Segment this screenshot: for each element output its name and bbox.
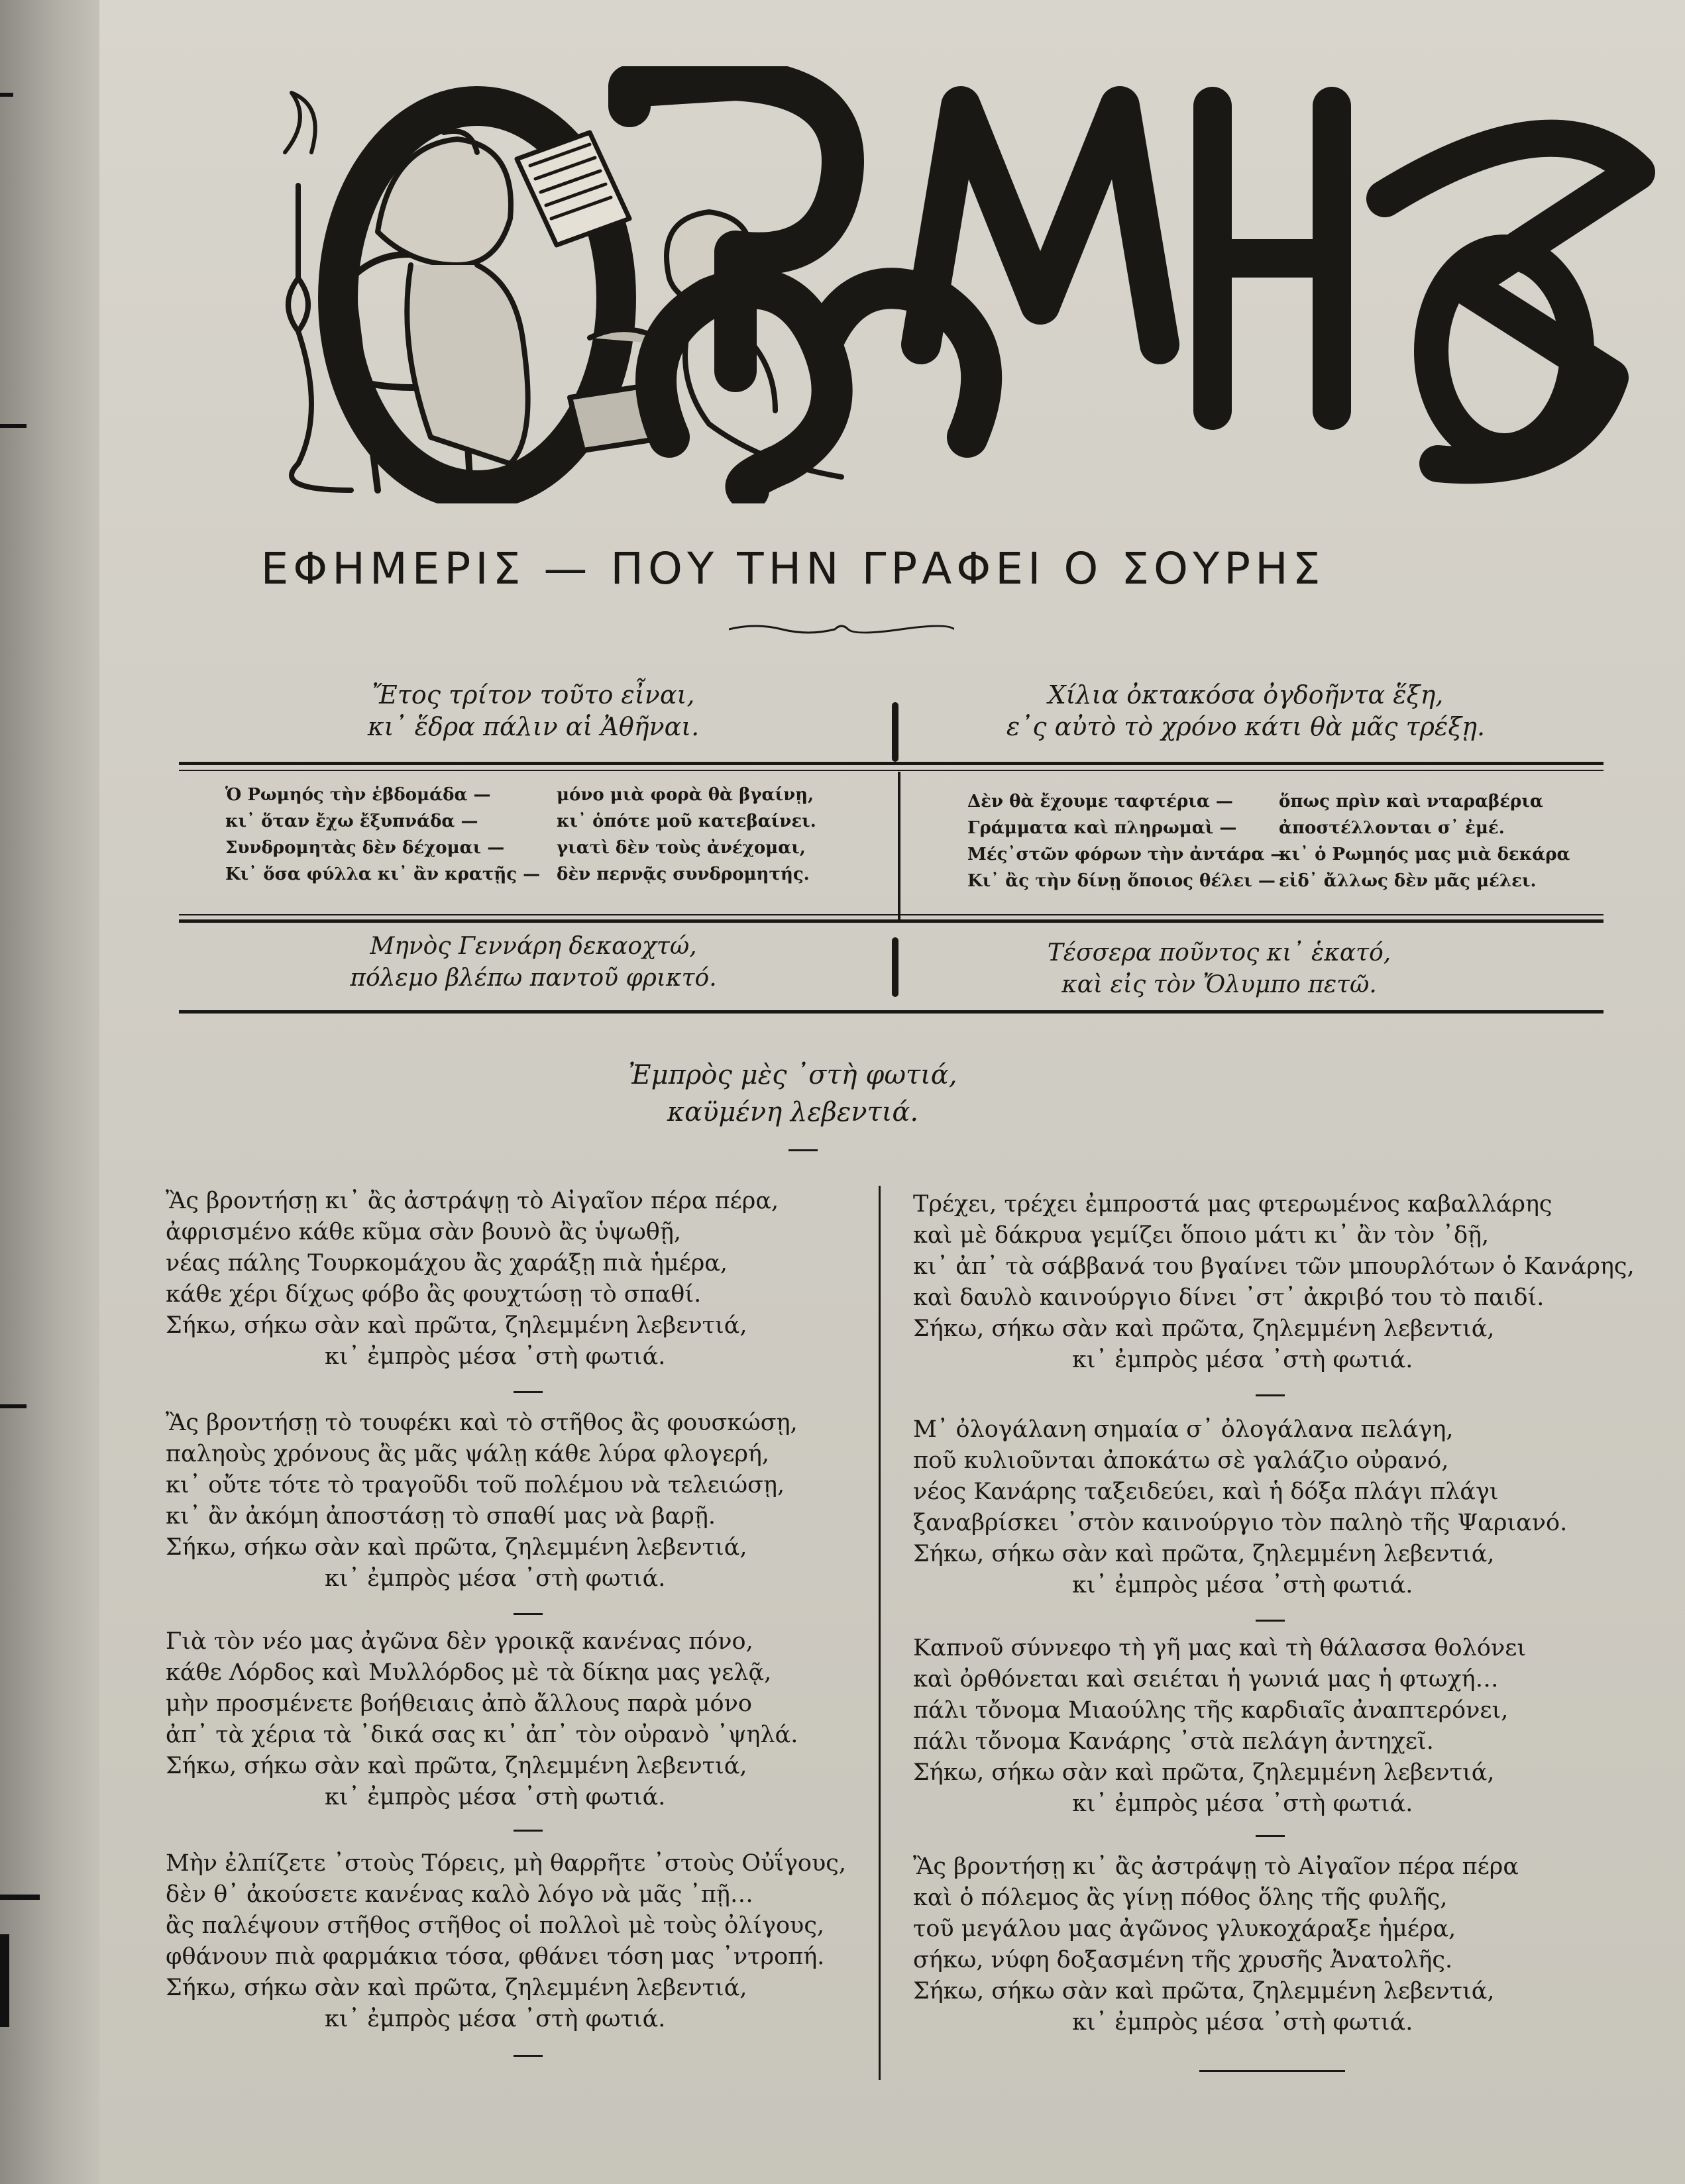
verse-line: κάθε Λόρδος καὶ Μυλλόρδος μὲ τὰ δίκηα μας γελᾷ, (166, 1659, 772, 1686)
verse-line: ποῦ κυλιοῦνται ἀποκάτω σὲ γαλάζιο οὐρανό, (913, 1447, 1449, 1474)
separator-dash (788, 1149, 818, 1151)
couplet-line: πόλεμο βλέπω παντοῦ φρικτό. (350, 964, 717, 992)
masthead-subtitle: ΕΦΗΜΕΡΙΣ — ΠΟΥ ΤΗΝ ΓΡΑΦΕΙ Ο ΣΟΥΡΗΣ (260, 543, 1325, 594)
poem-epigraph (0, 1057, 1586, 1131)
couplet-month (285, 931, 782, 994)
verse-line: Σήκω, σήκω σὰν καὶ πρῶτα, ζηλεμμένη λεβεντιά, (166, 1753, 747, 1779)
verse-line: πάλι τὄνομα Μιαούλης τῆς καρδιαῖς ἀναπτερόνει, (913, 1697, 1509, 1724)
poem-stanza (913, 1189, 1635, 1376)
newspaper-page: ΕΦΗΜΕΡΙΣ — ΠΟΥ ΤΗΝ ΓΡΑΦΕΙ Ο ΣΟΥΡΗΣ Ἔτος τρίτον τοῦτο εἶναι, κι᾿ ἕδρα πάλιν αἱ Ἀθῆναι. Χίλια ὀκτακόσα ὀγδοῆντα ἕξη, ε᾿ς αὐτὸ τὸ χρόνο κάτι θὰ μᾶς τρέξῃ. Ὁ Ρωμηός τὴν ἑβδομάδα — μόνο μιὰ φορὰ θὰ βγαίνῃ, κι᾿ ὅταν ἔχω ἔξυπνάδα — κι᾿ ὁπότε μοῦ κατεβαίνει. Συνδρομητὰς δὲν δέχομαι — γιατὶ δὲν τοὺς ἀνέχομαι, Κι᾿ ὅσα φύλλα κι᾿ ἂν κρατῇς — δὲν περνᾷς συνδρομητής. Δὲν θὰ ἔχουμε ταφτέρια — ὅπως πρὶν καὶ νταραβέρια Γράμματα καὶ πληρωμαὶ — ἀποστέλλονται σ᾿ ἐμέ. Μές᾿στῶν φόρων τὴν ἀντάρα — κι᾿ ὁ Ρωμηός μας μιὰ δεκάρα Κι᾿ ἂς τὴν δίνῃ ὅποιος θέλει — εἰδ᾿ ἄλλως δὲν μᾶς μέλει. Μηνὸς Γεννάρη δεκαοχτώ, πόλεμο βλέπω παντοῦ φρικτό. Τέσσερα ποῦντος κι᾿ ἑκατό, καὶ εἰς τὸν Ὄλυμπο πετῶ. Ἐμπρὸς μὲς ᾿στὴ φωτιά, καϋμένη λεβεντιά. Ἂς βροντήσῃ κι᾿ ἂς ἀστράψῃ τὸ Αἰγαῖον πέρα πέρα, ἀφρισμένο κάθε κῦμα σὰν βουνὸ ἂς ὑψωθῇ, νέας πάλης Τουρκομάχου ἂς χαράξῃ πιὰ ἡμέρα, κάθε χέρι δίχως φόβο ἂς φουχτώσῃ τὸ σπαθί. Σήκω, σήκω σὰν καὶ πρῶτα, ζηλεμμένη λεβεντιά, κι᾿ ἐμπρὸς μέσα ᾿στὴ φωτιά. Ἂς βροντήσῃ τὸ τουφέκι καὶ τὸ στῆθος ἂς φουσκώσῃ, παληοὺς χρόνους ἂς μᾶς ψάλῃ κάθε λύρα φλογερή, κι᾿ οὔτε τότε τὸ τραγοῦδι τοῦ πολέμου νὰ τελειώσῃ, κι᾿ ἂν ἀκόμη ἀποστάσῃ τὸ σπαθί μας νὰ βαρῇ. Σήκω, σήκω σὰν καὶ πρῶτα, ζηλεμμένη λεβεντιά, κι᾿ ἐμπρὸς μέσα ᾿στὴ φωτιά. Γιὰ τὸν νέο μας ἀγῶνα δὲν γροικᾷ κανένας πόνο, κάθε Λόρδος καὶ Μυλλόρδος μὲ τὰ δίκηα μας γελᾷ, μὴν προσμένετε βοήθειαις ἀπὸ ἄλλους παρὰ μόνο ἀπ᾿ τὰ χέρια τὰ ᾿δικά σας κι᾿ ἀπ᾿ τὸν οὐρανὸ ᾿ψηλά. Σήκω, σήκω σὰν καὶ πρῶτα, ζηλεμμένη λεβεντιά, κι᾿ ἐμπρὸς μέσα ᾿στὴ φωτιά. Μὴν ἐλπίζετε ᾿στοὺς Τόρεις, μὴ θαρρῆτε ᾿στοὺς Οὐΐγους, δὲν θ᾿ ἀκούσετε κανένας καλὸ λόγο νὰ μᾶς ᾿πῇ… ἂς παλέψουν στῆθος στῆθος οἱ πολλοὶ μὲ τοὺς ὀλίγους, φθάνουν πιὰ φαρμάκια τόσα, φθάνει τόση μας ᾿ντροπή. Σήκω, σήκω σὰν καὶ πρῶτα, ζηλεμμένη λεβεντιά, κι᾿ ἐμπρὸς μέσα ᾿στὴ φωτιά. Τρέχει, τρέχει ἐμπροστά μας φτερωμένος καβαλλάρης καὶ μὲ δάκρυα γεμίζει ὅποιο μάτι κι᾿ ἂν τὸν ᾿δῇ, κι᾿ ἀπ᾿ τὰ σάββανά του βγαίνει τῶν μπουρλότων ὁ Κανάρης, καὶ δαυλὸ καινούργιο δίνει ᾿στ᾿ ἀκριβό του τὸ παιδί. Σήκω, σήκω σὰν καὶ πρῶτα, ζηλεμμένη λεβεντιά, κι᾿ ἐμπρὸς μέσα ᾿στὴ φωτιά. Μ᾿ ὀλογάλανη σημαία σ᾿ ὀλογάλανα πελάγη, ποῦ κυλιοῦνται ἀποκάτω σὲ γαλάζιο οὐρανό, νέος Κανάρης ταξειδεύει, καὶ ἡ δόξα πλάγι πλάγι ξαναβρίσκει ᾿στὸν καινούργιο τὸν παληὸ τῆς Ψαριανό. Σήκω, σήκω σὰν καὶ πρῶτα, ζηλεμμένη λεβεντιά, κι᾿ ἐμπρὸς μέσα ᾿στὴ φωτιά. Καπνοῦ σύννεφο τὴ γῆ μας καὶ τὴ θάλασσα θολόνει καὶ ὀρθόνεται καὶ σειέται ἡ γωνιά μας ἡ φτωχή… πάλι τὄνομα Μιαούλης τῆς καρδιαῖς ἀναπτερόνει, πάλι τὄνομα Κανάρης ᾿στὰ πελάγη ἀντηχεῖ. Σήκω, σήκω σὰν καὶ πρῶτα, ζηλεμμένη λεβεντιά, κι᾿ ἐμπρὸς μέσα ᾿στὴ φωτιά. Ἂς βροντήσῃ κι᾿ ἂς ἀστράψῃ τὸ Αἰγαῖον πέρα πέρα καὶ ὁ πόλεμος ἂς γίνῃ πόθος ὅλης τῆς φυλῆς, τοῦ μεγάλου μας ἀγῶνος γλυκοχάραξε ἡμέρα, σήκω, νύφη δοξασμένη τῆς χρυσῆς Ἀνατολῆς. Σήκω, σήκω σὰν καὶ πρῶτα, ζηλεμμένη λεβεντιά, κι᾿ ἐμπρὸς μέσα ᾿στὴ φωτιά. (99, 0, 1685, 2184)
poem-column-divider (879, 1186, 881, 2080)
verse-line: Μὴν ἐλπίζετε ᾿στοὺς Τόρεις, μὴ θαρρῆτε ᾿στοὺς Οὐΐγους, (166, 1850, 846, 1877)
separator-dash (514, 1830, 543, 1832)
separator-dash (514, 1613, 543, 1615)
verse-line: κι᾿ ἂν ἀκόμη ἀποστάσῃ τὸ σπαθί μας νὰ βαρῇ. (166, 1503, 716, 1530)
rule-bottom (179, 919, 1603, 923)
poem-stanza (166, 1186, 855, 1373)
verse-line: φθάνουν πιὰ φαρμάκια τόσα, φθάνει τόση μας ᾿ντροπή. (166, 1944, 825, 1970)
verse-line: ξαναβρίσκει ᾿στὸν καινούργιο τὸν παληὸ τῆς Ψαριανό. (913, 1510, 1568, 1536)
separator-dash (1256, 1620, 1285, 1622)
verse-line: Σήκω, σήκω σὰν καὶ πρῶτα, ζηλεμμένη λεβεντιά, (913, 1759, 1495, 1786)
couplet-line: Ἔτος τρίτον τοῦτο εἶναι, (372, 680, 695, 709)
couplet-line: Χίλια ὀκτακόσα ὀγδοῆντα ἕξη, (1048, 680, 1444, 709)
verse-line: Ἂς βροντήσῃ κι᾿ ἂς ἀστράψῃ τὸ Αἰγαῖον πέρα πέρα (913, 1853, 1519, 1880)
couplet-date (921, 679, 1570, 743)
refrain-line: κι᾿ ἐμπρὸς μέσα ᾿στὴ φωτιά. (325, 1343, 666, 1370)
separator-dash (514, 2055, 543, 2057)
poem-stanza (166, 1626, 855, 1813)
verse-line: δὲν θ᾿ ἀκούσετε κανένας καλὸ λόγο νὰ μᾶς ᾿πῇ… (166, 1881, 753, 1908)
verse-line: Ἂς βροντήσῃ κι᾿ ἂς ἀστράψῃ τὸ Αἰγαῖον πέρα πέρα, (166, 1188, 779, 1214)
verse-line: Τρέχει, τρέχει ἐμπροστά μας φτερωμένος καβαλλάρης (913, 1191, 1552, 1218)
ornamental-flourish (729, 619, 954, 639)
binding-mark (0, 1404, 27, 1408)
masthead-logo (258, 66, 1657, 503)
verse-line: Μ᾿ ὀλογάλανη σημαία σ᾿ ὀλογάλανα πελάγη, (913, 1416, 1454, 1443)
separator-dash (514, 1391, 543, 1393)
poem-stanza (166, 1408, 855, 1594)
verse-line: σήκω, νύφη δοξασμένη τῆς χρυσῆς Ἀνατολῆς. (913, 1947, 1453, 1973)
verse-line: κάθε χέρι δίχως φόβο ἂς φουχτώσῃ τὸ σπαθί. (166, 1281, 702, 1308)
couplet-price (921, 937, 1517, 1001)
verse-line: ἀφρισμένο κάθε κῦμα σὰν βουνὸ ἂς ὑψωθῇ, (166, 1219, 681, 1245)
verse-line: πάλι τὄνομα Κανάρης ᾿στὰ πελάγη ἀντηχεῖ. (913, 1728, 1434, 1755)
binding-mark (0, 1934, 9, 2027)
end-rule (1199, 2070, 1345, 2072)
verse-line: καὶ δαυλὸ καινούργιο δίνει ᾿στ᾿ ἀκριβό του τὸ παιδί. (913, 1284, 1545, 1311)
vignette-ornament (892, 702, 898, 762)
refrain-line: κι᾿ ἐμπρὸς μέσα ᾿στὴ φωτιά. (325, 1784, 666, 1810)
refrain-line: κι᾿ ἐμπρὸς μέσα ᾿στὴ φωτιά. (1072, 1572, 1413, 1598)
refrain-line: κι᾿ ἐμπρὸς μέσα ᾿στὴ φωτιά. (325, 1565, 666, 1592)
poem-stanza (913, 1414, 1615, 1601)
poem-stanza (913, 1633, 1615, 1820)
verse-line: νέος Κανάρης ταξειδεύει, καὶ ἡ δόξα πλάγι πλάγι (913, 1479, 1499, 1505)
verse-line: κι᾿ ἀπ᾿ τὰ σάββανά του βγαίνει τῶν μπουρλότων ὁ Κανάρης, (913, 1253, 1635, 1280)
rule-divider (179, 1010, 1603, 1014)
refrain-line: κι᾿ ἐμπρὸς μέσα ᾿στὴ φωτιά. (1072, 2009, 1413, 2036)
epigraph-line: Ἐμπρὸς μὲς ᾿στὴ φωτιά, (628, 1060, 957, 1090)
verse-line: καὶ ὁ πόλεμος ἂς γίνῃ πόθος ὅλης τῆς φυλῆς, (913, 1885, 1448, 1911)
couplet-year (285, 679, 782, 743)
rule-bottom-thin (179, 914, 1603, 915)
verse-line: Ἂς βροντήσῃ τὸ τουφέκι καὶ τὸ στῆθος ἂς φουσκώσῃ, (166, 1410, 798, 1436)
separator-dash (1256, 1835, 1285, 1837)
binding-mark (0, 1895, 40, 1900)
column-divider (898, 772, 900, 921)
verse-line: νέας πάλης Τουρκομάχου ἂς χαράξῃ πιὰ ἡμέρα, (166, 1250, 728, 1276)
verse-line: Σήκω, σήκω σὰν καὶ πρῶτα, ζηλεμμένη λεβεντιά, (166, 1534, 747, 1561)
verse-line: Γιὰ τὸν νέο μας ἀγῶνα δὲν γροικᾷ κανένας πόνο, (166, 1628, 753, 1655)
poem-stanza (913, 1851, 1615, 2038)
binding-mark (0, 424, 27, 428)
verse-line: Σήκω, σήκω σὰν καὶ πρῶτα, ζηλεμμένη λεβεντιά, (913, 1978, 1495, 2004)
separator-dash (1256, 1394, 1285, 1396)
verse-line: Καπνοῦ σύννεφο τὴ γῆ μας καὶ τὴ θάλασσα θολόνει (913, 1635, 1527, 1661)
verse-line: παληοὺς χρόνους ἂς μᾶς ψάλῃ κάθε λύρα φλογερή, (166, 1441, 770, 1467)
binding-mark (0, 93, 13, 97)
verse-line: κι᾿ οὔτε τότε τὸ τραγοῦδι τοῦ πολέμου νὰ τελειώσῃ, (166, 1472, 785, 1498)
verse-line: Σήκω, σήκω σὰν καὶ πρῶτα, ζηλεμμένη λεβεντιά, (166, 1975, 747, 2001)
rule-top (179, 762, 1603, 765)
couplet-line: Μηνὸς Γεννάρη δεκαοχτώ, (370, 933, 697, 960)
couplet-line: Τέσσερα ποῦντος κι᾿ ἑκατό, (1047, 939, 1391, 966)
vignette-ornament (892, 937, 898, 997)
refrain-line: κι᾿ ἐμπρὸς μέσα ᾿στὴ φωτιά. (1072, 1791, 1413, 1817)
verse-line: Σήκω, σήκω σὰν καὶ πρῶτα, ζηλεμμένη λεβεντιά, (913, 1541, 1495, 1567)
verse-line: μὴν προσμένετε βοήθειαις ἀπὸ ἄλλους παρὰ μόνο (166, 1690, 752, 1717)
couplet-line: ε᾿ς αὐτὸ τὸ χρόνο κάτι θὰ μᾶς τρέξῃ. (1006, 712, 1486, 741)
couplet-line: καὶ εἰς τὸν Ὄλυμπο πετῶ. (1061, 971, 1377, 998)
verse-line: Σήκω, σήκω σὰν καὶ πρῶτα, ζηλεμμένη λεβεντιά, (166, 1312, 747, 1339)
refrain-line: κι᾿ ἐμπρὸς μέσα ᾿στὴ φωτιά. (325, 2006, 666, 2032)
verse-line: ἂς παλέψουν στῆθος στῆθος οἱ πολλοὶ μὲ τοὺς ὀλίγους, (166, 1912, 825, 1939)
poem-stanza (166, 1848, 855, 2035)
verse-line: καὶ μὲ δάκρυα γεμίζει ὅποιο μάτι κι᾿ ἂν τὸν ᾿δῇ, (913, 1222, 1490, 1249)
verse-line: ἀπ᾿ τὰ χέρια τὰ ᾿δικά σας κι᾿ ἀπ᾿ τὸν οὐρανὸ ᾿ψηλά. (166, 1722, 798, 1748)
verse-line: Σήκω, σήκω σὰν καὶ πρῶτα, ζηλεμμένη λεβεντιά, (913, 1316, 1495, 1342)
refrain-line: κι᾿ ἐμπρὸς μέσα ᾿στὴ φωτιά. (1072, 1347, 1413, 1373)
couplet-line: κι᾿ ἕδρα πάλιν αἱ Ἀθῆναι. (367, 712, 700, 741)
epigraph-line: καϋμένη λεβεντιά. (667, 1097, 919, 1127)
verse-line: καὶ ὀρθόνεται καὶ σειέται ἡ γωνιά μας ἡ φτωχή… (913, 1666, 1499, 1692)
rule-top-thin (179, 770, 1603, 771)
verse-line: τοῦ μεγάλου μας ἀγῶνος γλυκοχάραξε ἡμέρα, (913, 1916, 1456, 1942)
